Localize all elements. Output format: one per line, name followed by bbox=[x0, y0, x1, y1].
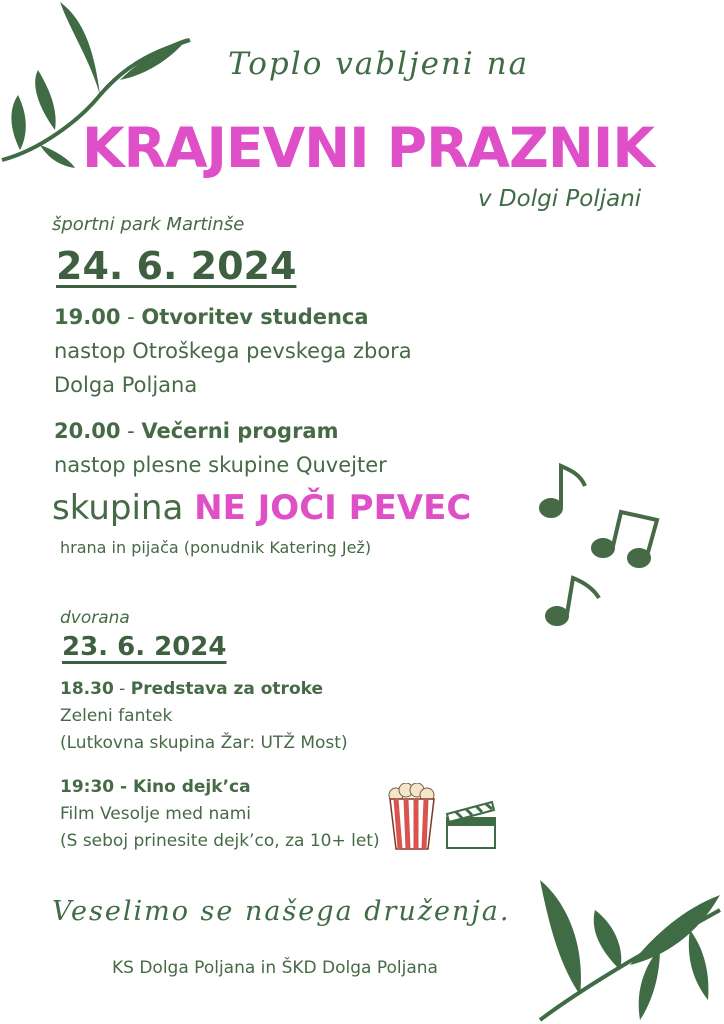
event-detail: nastop plesne skupine Quvejter bbox=[54, 453, 387, 477]
event-detail: Zeleni fantek bbox=[60, 706, 173, 726]
band-line: skupina NE JOČI PEVEC bbox=[52, 488, 472, 528]
leaf-branch-bottom-icon bbox=[520, 870, 724, 1024]
event-item bbox=[60, 676, 348, 757]
slogan: Veselimo se našega druženja. bbox=[52, 896, 511, 927]
subtitle: v Dolgi Poljani bbox=[478, 186, 642, 212]
event-heading: 18.30 - Predstava za otroke bbox=[60, 679, 323, 699]
clapperboard-icon bbox=[444, 796, 498, 852]
event-heading: 20.00 - Večerni program bbox=[54, 419, 339, 443]
event-detail: nastop Otroškega pevskega zbora bbox=[54, 339, 412, 363]
page-title: KRAJEVNI PRAZNIK bbox=[82, 116, 655, 180]
food-note: hrana in pijača (ponudnik Katering Jež) bbox=[60, 538, 372, 557]
venue-label: dvorana bbox=[60, 608, 130, 628]
event-detail: Film Vesolje med nami bbox=[60, 804, 251, 824]
venue-label: športni park Martinše bbox=[52, 214, 245, 235]
music-notes-icon bbox=[535, 460, 670, 630]
event-item bbox=[54, 414, 387, 482]
event-heading: 19.00 - Otvoritev studenca bbox=[54, 305, 369, 329]
event-item bbox=[60, 774, 380, 855]
event-detail: Dolga Poljana bbox=[54, 373, 198, 397]
popcorn-icon bbox=[386, 783, 438, 851]
invite-text: Toplo vabljeni na bbox=[228, 46, 530, 82]
organizers: KS Dolga Poljana in ŠKD Dolga Poljana bbox=[112, 958, 438, 978]
event-date: 23. 6. 2024 bbox=[62, 632, 227, 662]
event-date: 24. 6. 2024 bbox=[56, 244, 297, 288]
event-detail: (Lutkovna skupina Žar: UTŽ Most) bbox=[60, 733, 348, 753]
event-item bbox=[54, 300, 412, 402]
event-heading: 19:30 - Kino dejk’ca bbox=[60, 777, 251, 797]
event-detail: (S seboj prinesite dejk’co, za 10+ let) bbox=[60, 831, 380, 851]
